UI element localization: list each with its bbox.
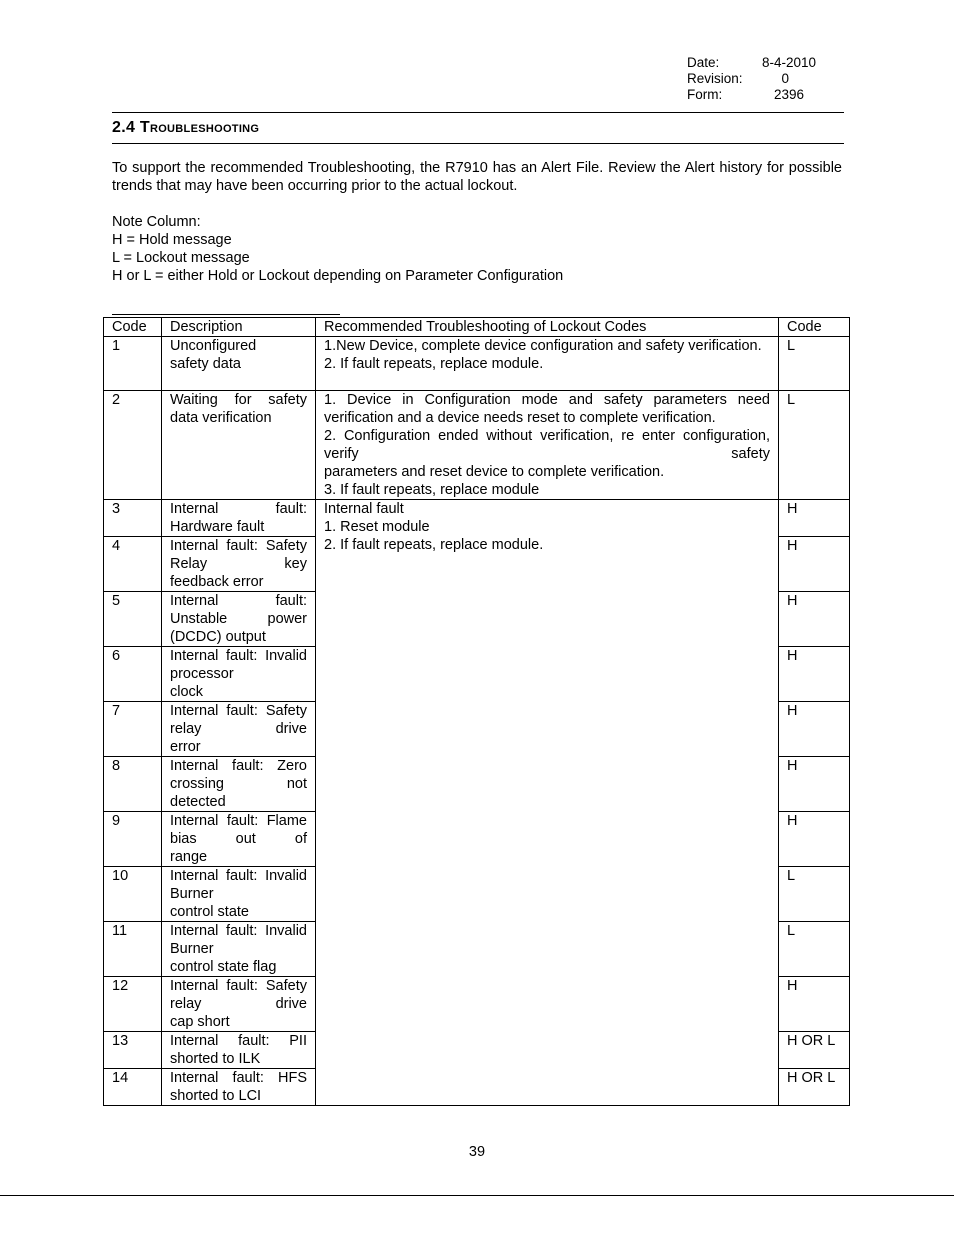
- recommendation-cell: 1. Device in Configuration mode and safety parameters need verification and a device needs reset to complete verification. 2. Configuration ended without verification, re enter configuration, verify safety parameters and reset device to complete verification. 3. If fault repeats, replace module: [316, 391, 779, 500]
- description-cell: Internal fault: Invalid Burner control state flag: [162, 922, 316, 977]
- revision-label: Revision:: [687, 71, 743, 86]
- description-cell: Internal fault: Invalid Burner control state: [162, 867, 316, 922]
- form-value: 2396: [773, 87, 804, 102]
- description-cell: Internal fault: Hardware fault: [162, 500, 316, 537]
- code-cell: 8: [104, 757, 162, 812]
- type-cell: L: [779, 391, 850, 500]
- date-label: Date:: [687, 55, 720, 70]
- code-cell: 13: [104, 1032, 162, 1069]
- page-number: 39: [468, 1144, 486, 1160]
- description-cell: Internal fault: Safety relay drive error: [162, 702, 316, 757]
- code-cell: 9: [104, 812, 162, 867]
- description-cell: Internal fault: PII shorted to ILK: [162, 1032, 316, 1069]
- date-value: 8-4-2010: [761, 55, 816, 70]
- form-label: Form:: [687, 87, 723, 102]
- document-header: [687, 55, 816, 103]
- table-header-row: [104, 318, 850, 337]
- section-title: 2.4 Troubleshooting: [112, 119, 260, 136]
- header-rule-bottom: [112, 143, 844, 144]
- note-title: Note Column:: [112, 214, 201, 230]
- type-cell: H: [779, 702, 850, 757]
- code-cell: 12: [104, 977, 162, 1032]
- header-description: Description: [162, 318, 316, 337]
- divider: [112, 314, 340, 315]
- note-line: L = Lockout message: [112, 250, 250, 266]
- type-cell: H: [779, 977, 850, 1032]
- type-cell: H: [779, 537, 850, 592]
- header-type-code: Code: [779, 318, 850, 337]
- header-code: Code: [104, 318, 162, 337]
- note-column-legend: [112, 213, 563, 285]
- footer-rule: [0, 1195, 954, 1196]
- revision-value: 0: [781, 71, 789, 86]
- description-cell: Internal fault: Unstable power (DCDC) output: [162, 592, 316, 647]
- note-line: H or L = either Hold or Lockout depending on Parameter Configuration: [112, 268, 564, 284]
- description-cell: Internal fault: HFS shorted to LCI: [162, 1069, 316, 1106]
- header-rule-top: [112, 112, 844, 113]
- code-cell: 4: [104, 537, 162, 592]
- code-cell: 10: [104, 867, 162, 922]
- code-cell: 7: [104, 702, 162, 757]
- code-cell: 11: [104, 922, 162, 977]
- type-cell: H: [779, 812, 850, 867]
- intro-paragraph: To support the recommended Troubleshooting, the R7910 has an Alert File. Review the Alert history for possible trends that may have been occurring prior to the actual lockout.: [112, 160, 842, 194]
- description-cell: Internal fault: Zero crossing not detected: [162, 757, 316, 812]
- lockout-codes-table: [103, 317, 850, 1106]
- type-cell: L: [779, 337, 850, 391]
- description-cell: Unconfigured safety data: [162, 337, 316, 391]
- type-cell: H OR L: [779, 1032, 850, 1069]
- description-cell: Internal fault: Safety Relay key feedback error: [162, 537, 316, 592]
- table-row: [104, 500, 850, 537]
- table-row: [104, 337, 850, 391]
- table-row: [104, 391, 850, 500]
- code-cell: 5: [104, 592, 162, 647]
- type-cell: L: [779, 867, 850, 922]
- recommendation-cell: 1.New Device, complete device configuration and safety verification. 2. If fault repeats, replace module.: [316, 337, 779, 391]
- internal-fault-recommendation-cell: Internal fault 1. Reset module 2. If fault repeats, replace module.: [316, 500, 779, 1106]
- code-cell: 6: [104, 647, 162, 702]
- header-recommended: Recommended Troubleshooting of Lockout Codes: [316, 318, 779, 337]
- description-cell: Internal fault: Flame bias out of range: [162, 812, 316, 867]
- type-cell: H OR L: [779, 1069, 850, 1106]
- type-cell: H: [779, 500, 850, 537]
- description-cell: Waiting for safety data verification: [162, 391, 316, 500]
- note-line: H = Hold message: [112, 232, 232, 248]
- type-cell: H: [779, 592, 850, 647]
- description-cell: Internal fault: Invalid processor clock: [162, 647, 316, 702]
- type-cell: H: [779, 757, 850, 812]
- type-cell: L: [779, 922, 850, 977]
- code-cell: 3: [104, 500, 162, 537]
- code-cell: 14: [104, 1069, 162, 1106]
- description-cell: Internal fault: Safety relay drive cap short: [162, 977, 316, 1032]
- code-cell: 1: [104, 337, 162, 391]
- type-cell: H: [779, 647, 850, 702]
- code-cell: 2: [104, 391, 162, 500]
